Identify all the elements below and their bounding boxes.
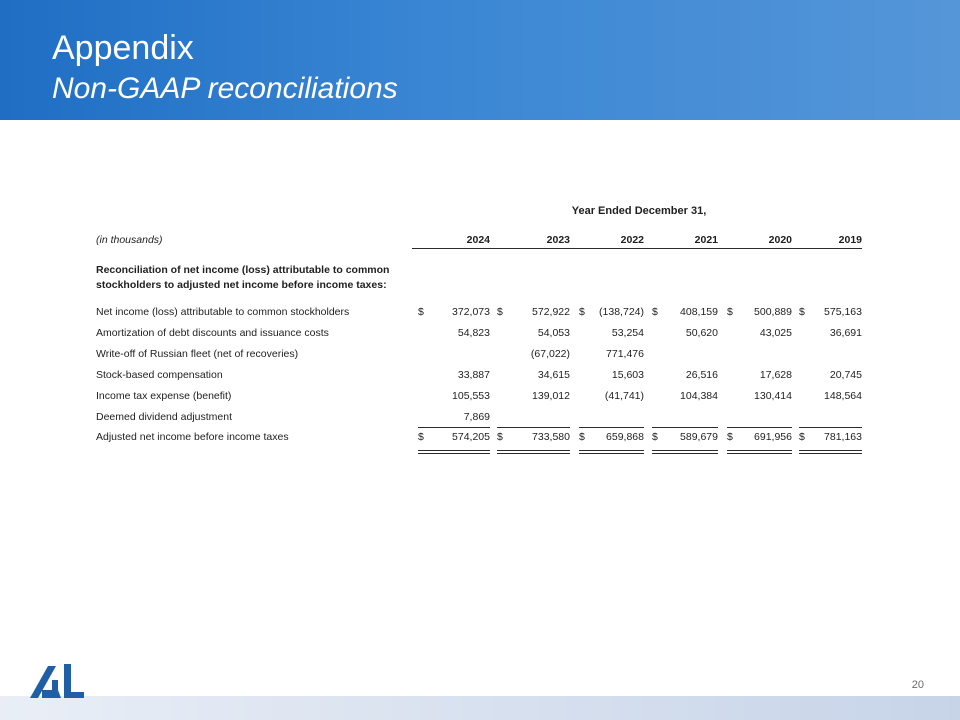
table-cell: (138,724) [599,306,644,318]
table-cell: 43,025 [759,327,792,339]
table-cell: 36,691 [829,327,862,339]
year-header: 2023 [546,234,570,246]
page-title: Appendix [52,29,194,67]
table-cell: 105,553 [452,390,490,402]
total-double-rule [579,453,644,454]
year-header: 2021 [694,234,718,246]
currency-symbol: $ [579,431,585,443]
currency-symbol: $ [652,431,658,443]
currency-symbol: $ [652,306,658,318]
table-cell: 54,823 [457,327,490,339]
table-cell: 771,476 [606,348,644,360]
currency-symbol: $ [418,431,424,443]
total-double-rule [579,450,644,451]
currency-symbol: $ [727,306,733,318]
table-row [96,327,862,347]
table-cell: 574,205 [452,431,490,443]
row-label: Write-off of Russian fleet (net of recoveries) [96,348,299,360]
currency-symbol: $ [497,306,503,318]
row-label: Adjusted net income before income taxes [96,431,289,443]
row-label: Net income (loss) attributable to common stockholders [96,306,350,318]
table-cell: 130,414 [754,390,792,402]
table-cell: 372,073 [452,306,490,318]
subtotal-rule [497,427,570,428]
al-logo-icon [28,660,88,702]
subtotal-rule [579,427,644,428]
table-cell: 53,254 [611,327,644,339]
table-row [96,348,862,368]
row-label: Income tax expense (benefit) [96,390,232,402]
table-cell: 575,163 [824,306,862,318]
total-double-rule [418,453,490,454]
row-label: Stock-based compensation [96,369,223,381]
table-cell: 15,603 [611,369,644,381]
table-cell: 20,745 [829,369,862,381]
table-cell: 26,516 [685,369,718,381]
subtotal-rule [418,427,490,428]
year-header: 2020 [768,234,792,246]
table-cell: (67,022) [530,348,570,360]
total-double-rule [497,453,570,454]
currency-symbol: $ [418,306,424,318]
subtotal-rule [799,427,862,428]
table-cell: 104,384 [680,390,718,402]
table-cell: 572,922 [532,306,570,318]
row-label: Deemed dividend adjustment [96,411,232,423]
total-double-rule [652,453,718,454]
period-header: Year Ended December 31, [571,205,707,217]
table-cell: 500,889 [754,306,792,318]
total-double-rule [418,450,490,451]
currency-symbol: $ [579,306,585,318]
table-cell: 54,053 [537,327,570,339]
table-cell: 33,887 [457,369,490,381]
table-cell: 34,615 [537,369,570,381]
table-row [96,390,862,410]
header-rule [412,248,862,249]
footer-bar [0,696,960,720]
currency-symbol: $ [497,431,503,443]
subtotal-rule [727,427,792,428]
table-cell: 7,869 [463,411,490,423]
table-row [96,306,862,326]
table-cell: 659,868 [606,431,644,443]
row-label: Amortization of debt discounts and issuance costs [96,327,329,339]
table-cell: 139,012 [532,390,570,402]
total-double-rule [497,450,570,451]
table-cell: 408,159 [680,306,718,318]
table-cell: 589,679 [680,431,718,443]
units-label: (in thousands) [96,234,163,246]
year-header: 2022 [620,234,644,246]
table-cell: 781,163 [824,431,862,443]
year-header: 2024 [466,234,490,246]
currency-symbol: $ [799,431,805,443]
year-header: 2019 [838,234,862,246]
table-cell: 50,620 [685,327,718,339]
total-double-rule [652,450,718,451]
table-cell: 148,564 [824,390,862,402]
total-row [96,431,862,451]
page-subtitle: Non-GAAP reconciliations [52,72,398,105]
total-double-rule [799,453,862,454]
table-cell: 691,956 [754,431,792,443]
currency-symbol: $ [799,306,805,318]
total-double-rule [727,450,792,451]
table-row [96,369,862,389]
subtotal-rule [652,427,718,428]
table-cell: 17,628 [759,369,792,381]
total-double-rule [799,450,862,451]
section-heading: Reconciliation of net income (loss) attributable to common stockholders to adjusted net income before income taxes: [96,264,390,291]
table-cell: (41,741) [604,390,644,402]
currency-symbol: $ [727,431,733,443]
page-number: 20 [911,679,924,691]
title-banner [0,0,960,120]
total-double-rule [727,453,792,454]
table-row [96,411,862,431]
table-cell: 733,580 [532,431,570,443]
